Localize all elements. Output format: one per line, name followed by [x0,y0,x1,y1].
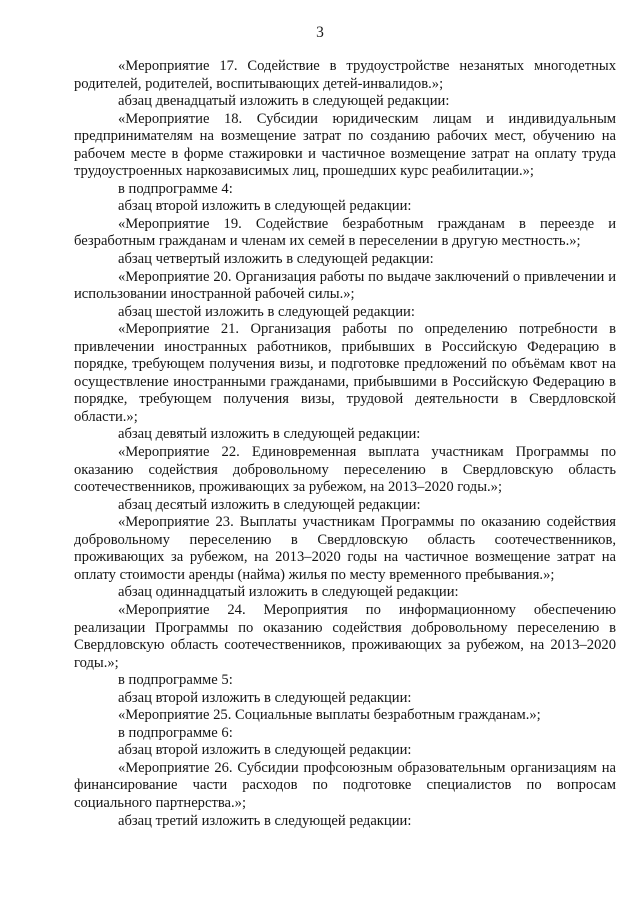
paragraph-measure-22: «Мероприятие 22. Единовременная выплата участникам Программы по оказанию содействия добровольному переселению в Свердловскую область соотечественников, проживающих за рубежом, на 2013–2020 годы.»; [74,444,616,496]
paragraph-instruction: абзац шестой изложить в следующей редакции: [118,303,415,320]
paragraph-instruction: абзац второй изложить в следующей редакции: [118,198,412,215]
paragraph-instruction: абзац второй изложить в следующей редакции: [118,689,412,706]
paragraph-measure-18: «Мероприятие 18. Субсидии юридическим лицам и индивидуальным предпринимателям на возмещение затрат по созданию рабочих мест, обучению на рабочем месте в форме стажировки и частичное возмещение затрат на оплату труда трудоустроенных наркозависимых лиц, прошедших курс реабилитации.»; [74,110,616,180]
paragraph-instruction: абзац второй изложить в следующей редакции: [118,742,412,759]
paragraph-instruction: абзац двенадцатый изложить в следующей редакции: [118,93,450,110]
document-body [74,58,616,830]
paragraph-measure-21: «Мероприятие 21. Организация работы по определению потребности в привлечении иностранных работников, прибывших в Российскую Федерацию в порядке, требующем получения визы, и подготовке предложений по объёмам квот на осуществление иностранными гражданами, прибывшими в Российскую Федерацию в порядке, требующем получения визы, трудовой деятельности в Свердловской области.»; [74,321,616,425]
paragraph-measure-17: «Мероприятие 17. Содействие в трудоустройстве незанятых многодетных родителей, родителей, воспитывающих детей-инвалидов.»; [74,58,616,92]
paragraph-instruction: абзац десятый изложить в следующей редакции: [118,496,421,513]
paragraph-measure-20: «Мероприятие 20. Организация работы по выдаче заключений о привлечении и использовании иностранной рабочей силы.»; [74,268,616,303]
paragraph-instruction: абзац одиннадцатый изложить в следующей редакции: [118,584,459,601]
paragraph-subprogram-6: в подпрограмме 6: [118,724,233,741]
paragraph-instruction: абзац третий изложить в следующей редакции: [118,812,412,829]
paragraph-subprogram-4: в подпрограмме 4: [118,180,233,197]
paragraph-subprogram-5: в подпрограмме 5: [118,672,233,689]
paragraph-measure-19: «Мероприятие 19. Содействие безработным гражданам в переезде и безработным гражданам и членам их семей в переселении в другую местность.»; [74,215,616,250]
paragraph-measure-23: «Мероприятие 23. Выплаты участникам Программы по оказанию содействия добровольному переселению в Свердловскую область соотечественников, проживающих за рубежом, на 2013–2020 годы на частичное возмещение затрат на оплату стоимости аренды (найма) жилья по месту временного пребывания.»; [74,514,616,583]
paragraph-instruction: абзац четвертый изложить в следующей редакции: [118,251,434,268]
page-number: 3 [316,24,324,41]
paragraph-measure-25: «Мероприятие 25. Социальные выплаты безработным гражданам.»; [118,707,541,724]
paragraph-instruction: абзац девятый изложить в следующей редакции: [118,426,421,443]
paragraph-measure-24: «Мероприятие 24. Мероприятия по информационному обеспечению реализации Программы по оказанию содействия добровольному переселению в Свердловскую область соотечественников, проживающих за рубежом, на 2013–2020 годы.»; [74,601,616,671]
paragraph-measure-26: «Мероприятие 26. Субсидии профсоюзным образовательным организациям на финансирование части расходов по подготовке специалистов по вопросам социального партнерства.»; [74,759,616,811]
